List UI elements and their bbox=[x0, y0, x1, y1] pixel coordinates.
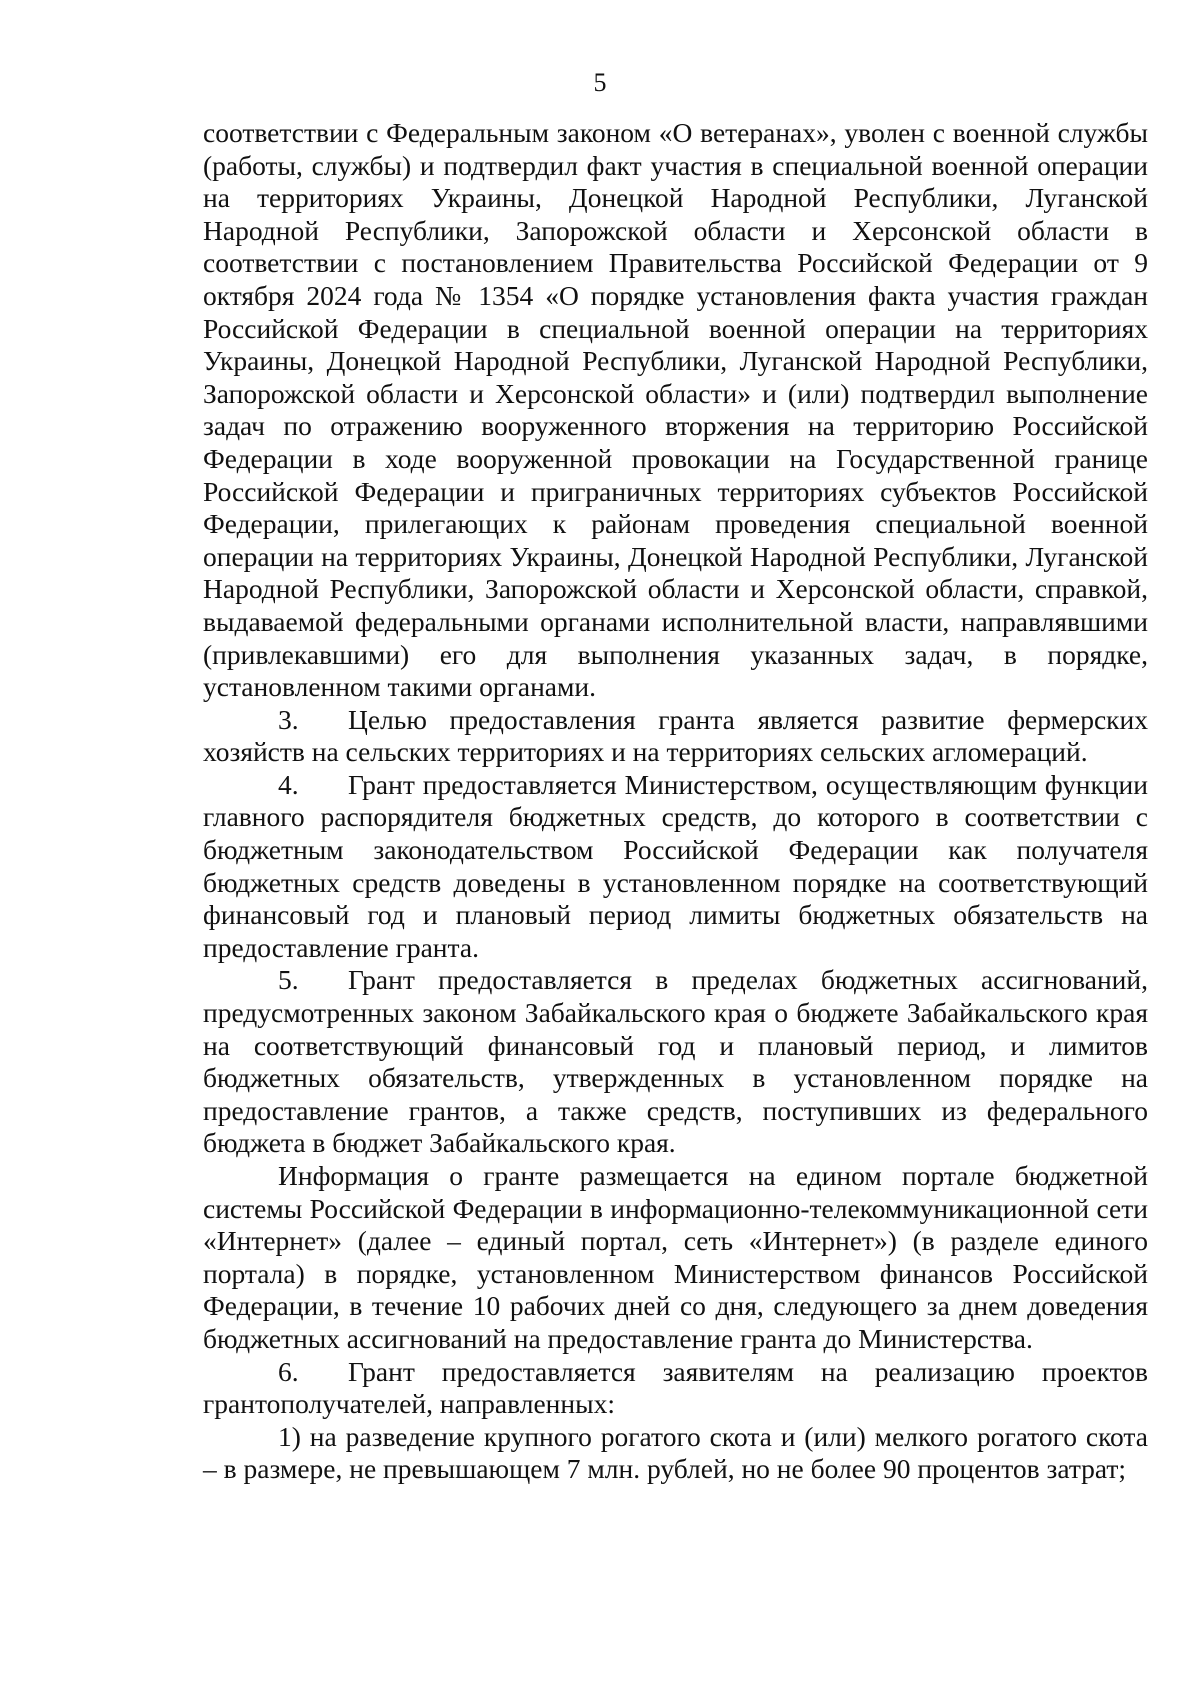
paragraph-number: 3. bbox=[278, 703, 299, 735]
paragraph-grant-info bbox=[203, 1160, 1148, 1356]
paragraph-text: Грант предоставляется Министерством, осуществляющим функции главного распорядителя бюджетных средств, до которого в соответствии с бюджетным законодательством Российской Федерации как получателя бюджетных средств доведены в установленном порядке на соответствующий финансовый год и плановый период лимиты бюджетных обязательств на предоставление гранта. bbox=[203, 768, 1148, 963]
paragraph-number: 4. bbox=[278, 768, 299, 800]
paragraph-text: Целью предоставления гранта является развитие фермерских хозяйств на сельских территориях и на территориях сельских агломераций. bbox=[203, 703, 1148, 768]
paragraph-text: Грант предоставляется заявителям на реализацию проектов грантополучателей, направленных: bbox=[203, 1355, 1148, 1420]
paragraph-6 bbox=[203, 1356, 1148, 1421]
paragraph-number: 5. bbox=[278, 964, 299, 996]
paragraph-number: 6. bbox=[278, 1355, 299, 1387]
paragraph-text: Грант предоставляется в пределах бюджетных ассигнований, предусмотренных законом Забайкальского края о бюджете Забайкальского края на соответствующий финансовый год и плановый период, и лимитов бюджетных обязательств, утвержденных в установленном порядке на предоставление грантов, а также средств, поступивших из федерального бюджета в бюджет Забайкальского края. bbox=[203, 964, 1148, 1159]
paragraph-continuation bbox=[203, 117, 1148, 704]
paragraph-5 bbox=[203, 964, 1148, 1160]
paragraph-text: 1) на разведение крупного рогатого скота и (или) мелкого рогатого скота – в размере, не превышающем 7 млн. рублей, но не более 90 процентов затрат; bbox=[203, 1420, 1148, 1485]
paragraph-text: соответствии с Федеральным законом «О ветеранах», уволен с военной службы (работы, службы) и подтвердил факт участия в специальной военной операции на территориях Украины, Донецкой Народной Республики, Луганской Народной Республики, Запорожской области и Херсонской области в соответствии с постановлением Правительства Российской Федерации от 9 октября 2024 года № 1354 «О порядке установления факта участия граждан Российской Федерации в специальной военной операции на территориях Украины, Донецкой Народной Республики, Луганской Народной Республики, Запорожской области и Херсонской области» и (или) подтвердил выполнение задач по отражению вооруженного вторжения на территорию Российской Федерации в ходе вооруженной провокации на Государственной границе Российской Федерации и приграничных территориях субъектов Российской Федерации, прилегающих к районам проведения специальной военной операции на территориях Украины, Донецкой Народной Республики, Луганской Народной Республики, Запорожской области и Херсонской области, справкой, выдаваемой федеральными органами исполнительной власти, направлявшими (привлекавшими) его для выполнения указанных задач, в порядке, установленном такими органами. bbox=[203, 117, 1148, 703]
paragraph-3 bbox=[203, 704, 1148, 769]
page-number: 5 bbox=[593, 68, 607, 97]
document-body bbox=[203, 117, 1148, 1486]
paragraph-text: Информация о гранте размещается на едином портале бюджетной системы Российской Федерации в информационно-телекоммуникационной сети «Интернет» (далее – единый портал, сеть «Интернет») (в разделе единого портала) в порядке, установленном Министерством финансов Российской Федерации, в течение 10 рабочих дней со дня, следующего за днем доведения бюджетных ассигнований на предоставление гранта до Министерства. bbox=[203, 1160, 1148, 1354]
paragraph-4 bbox=[203, 769, 1148, 965]
paragraph-6-item-1 bbox=[203, 1421, 1148, 1486]
